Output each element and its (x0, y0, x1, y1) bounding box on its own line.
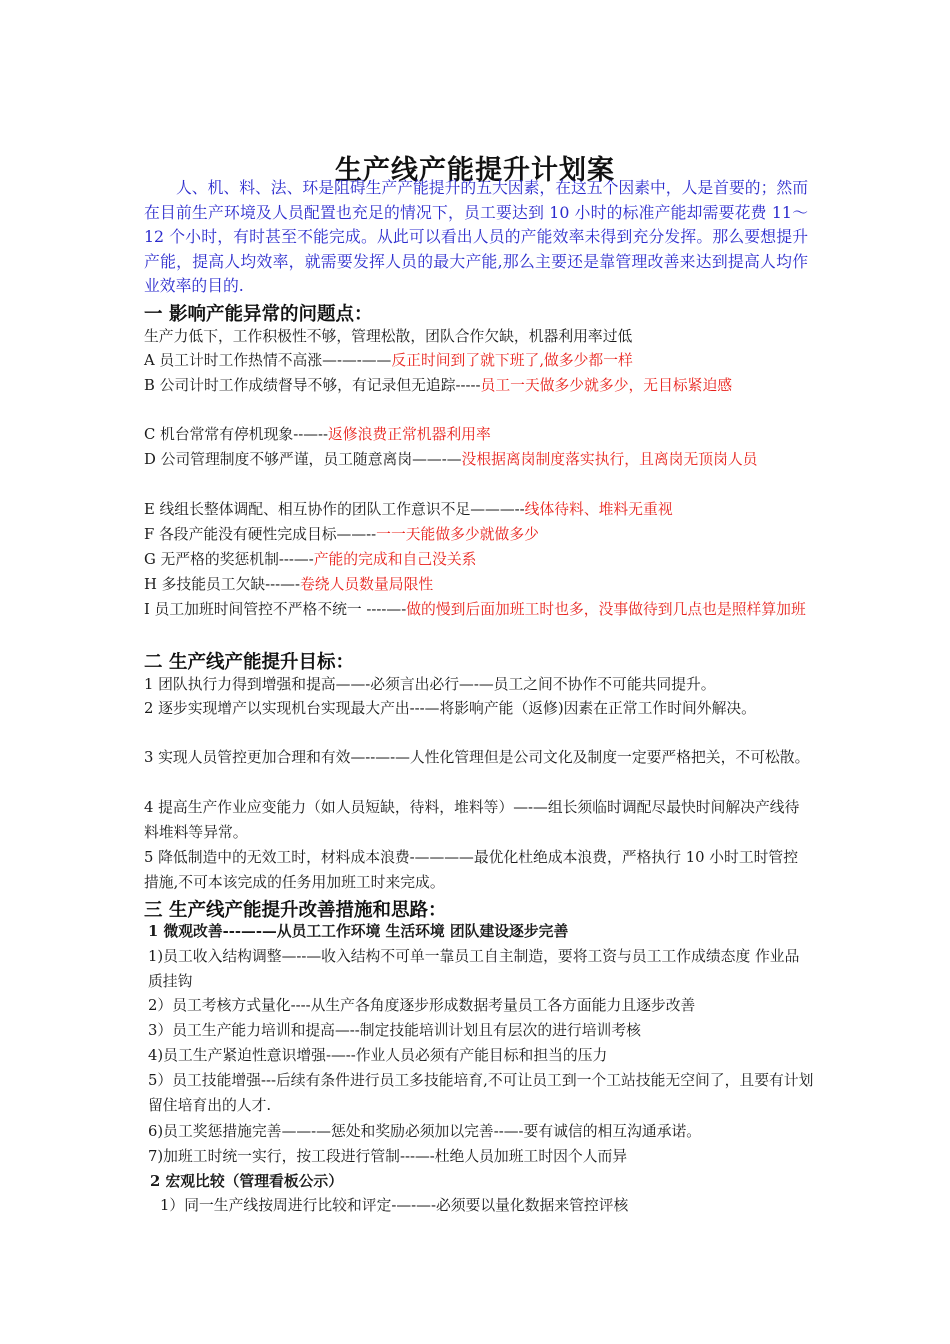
section2-heading: 二 生产线产能提升目标： (144, 652, 354, 673)
page-title: 生产线产能提升计划案 (335, 155, 615, 187)
section3-heading: 三 生产线产能提升改善措施和思路： (144, 900, 447, 921)
problem-item-g: G 无严格的奖惩机制---—-产能的完成和自己没关系 (144, 551, 477, 568)
measure-item-3: 3）员工生产能力培训和提高—--制定技能培训计划且有层次的进行培训考核 (148, 1022, 641, 1039)
problem-item-b: B 公司计时工作成绩督导不够，有记录但无追踪-----员工一天做多少就多少，无目标紧迫感 (144, 377, 733, 394)
goal-item-1: 1 团队执行力得到增强和提高——-必须言出必行—-—员工之间不协作不可能共同提升。 (144, 676, 716, 693)
problem-item-f: F 各段产能没有硬性完成目标——--一一天能做多少就做多少 (144, 526, 539, 543)
goal-item-3: 3 实现人员管控更加合理和有效—--—-—人性化管理但是公司文化及制度一定要严格把关，不可松散。 (144, 749, 810, 766)
macro-item-1: 1）同一生产线按周进行比较和评定-—-—-必须要以量化数据来管控评核 (160, 1197, 629, 1214)
section1-summary: 生产力低下，工作积极性不够，管理松散，团队合作欠缺，机器利用率过低 (144, 328, 633, 345)
problem-item-h: H 多技能员工欠缺---—-卷绕人员数量局限性 (144, 576, 434, 593)
problem-item-c: C 机台常常有停机现象--—--返修浪费正常机器利用率 (144, 426, 491, 443)
goal-item-4: 4 提高生产作业应变能力（如人员短缺，待料，堆料等）—-—组长须临时调配尽最快时间解决产线待料堆料等异常。 (144, 799, 800, 841)
problem-item-i: I 员工加班时间管控不严格不统一 ----—-做的慢到后面加班工时也多，没事做待到几点也是照样算加班 (144, 601, 806, 618)
section1-heading: 一 影响产能异常的问题点： (144, 304, 373, 325)
measure-item-7: 7)加班工时统一实行，按工段进行管制---—-杜绝人员加班工时因个人而异 (148, 1148, 628, 1165)
measure-item-5: 5）员工技能增强---后续有条件进行员工多技能培育,不可让员工到一个工站技能无空间了，且要有计划留住培育出的人才. (148, 1072, 814, 1114)
problem-item-a: A 员工计时工作热情不高涨—-—-——反正时间到了就下班了,做多少都一样 (144, 352, 633, 369)
goal-item-5: 5 降低制造中的无效工时，材料成本浪费-————最优化杜绝成本浪费，严格执行 10 小时工时管控措施,不可本该完成的任务用加班工时来完成。 (144, 849, 799, 891)
measure-item-1: 1)员工收入结构调整—--—收入结构不可单一靠员工自主制造，要将工资与员工工作成绩态度 作业品质挂钩 (148, 948, 800, 990)
section3-sub2: 2 宏观比较（管理看板公示） (150, 1173, 344, 1190)
measure-item-6: 6)员工奖惩措施完善——-—惩处和奖励必须加以完善--—-要有诚信的相互沟通承诺。 (148, 1123, 702, 1140)
problem-item-e: E 线组长整体调配、相互协作的团队工作意识不足———--线体待料、堆料无重视 (144, 501, 673, 518)
measure-item-4: 4)员工生产紧迫性意识增强-—--作业人员必须有产能目标和担当的压力 (148, 1047, 608, 1064)
section3-sub1: 1 微观改善---—-—从员工工作环境 生活环境 团队建设逐步完善 (148, 923, 569, 940)
problem-item-d: D 公司管理制度不够严谨，员工随意离岗——-—没根据离岗制度落实执行，且离岗无顶岗人员 (144, 451, 758, 468)
goal-item-2: 2 逐步实现增产以实现机台实现最大产出---—将影响产能（返修)因素在正常工作时间外解决。 (144, 700, 756, 717)
intro-paragraph: 人、机、料、法、环是阻碍生产产能提升的五大因素，在这五个因素中，人是首要的；然而在目前生产环境及人员配置也充足的情况下，员工要达到 10 小时的标准产能却需要花费 11～12 个小时，有时甚至不能完成。从此可以看出人员的产能效率未得到充分发挥。那么要想提升产能，提高人均效率，就需要发挥人员的最大产能,那么主要还是靠管理改善来达到提高人均作业效率的目的. (144, 178, 808, 295)
measure-item-2: 2）员工考核方式量化----从生产各角度逐步形成数据考量员工各方面能力且逐步改善 (148, 997, 696, 1014)
